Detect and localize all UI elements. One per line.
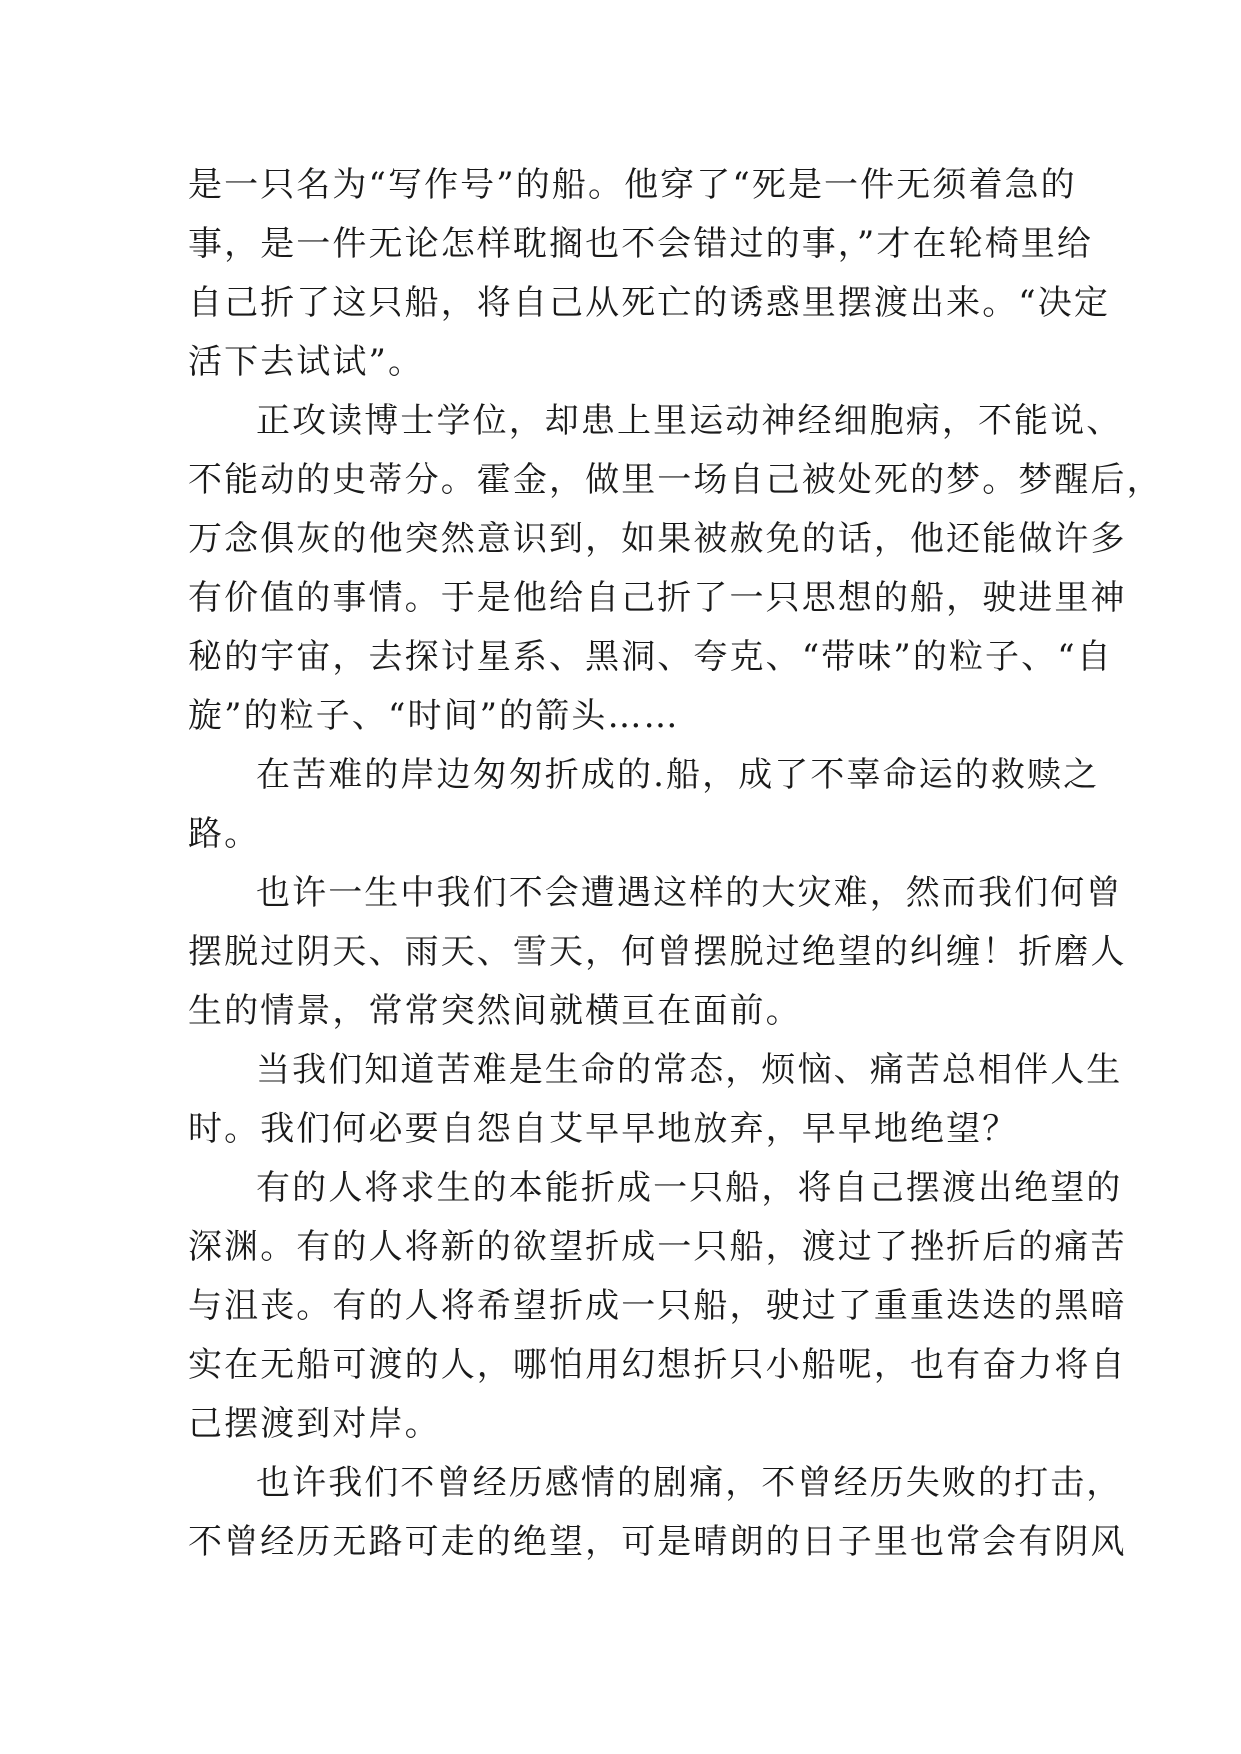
text-line: 与沮丧。有的人将希望折成一只船，驶过了重重迭迭的黑暗: [188, 1286, 1127, 1326]
text-line: 当我们知道苦难是生命的常态，烦恼、痛苦总相伴人生: [256, 1050, 1123, 1090]
paragraph-5: [188, 1041, 1123, 1159]
text-line: 正攻读博士学位，却患上里运动神经细胞病，不能说、: [256, 401, 1123, 441]
text-line: 旋”的粒子、“时间”的箭头……: [188, 696, 680, 736]
text-line: 不曾经历无路可走的绝望，可是晴朗的日子里也常会有阴风: [188, 1522, 1127, 1562]
text-line: 也许一生中我们不会遭遇这样的大灾难，然而我们何曾: [256, 873, 1123, 913]
paragraph-7: [188, 1454, 1127, 1572]
paragraph-3: [188, 746, 1100, 864]
text-line: 事，是一件无论怎样耽搁也不会错过的事，”才在轮椅里给: [188, 224, 1093, 264]
paragraph-1: [188, 156, 1110, 392]
text-line: 有价值的事情。于是他给自己折了一只思想的船，驶进里神: [188, 578, 1127, 618]
text-line: 在苦难的岸边匆匆折成的.船，成了不辜命运的救赎之: [256, 755, 1100, 795]
text-line: 有的人将求生的本能折成一只船，将自己摆渡出绝望的: [256, 1168, 1123, 1208]
text-line: 秘的宇宙，去探讨星系、黑洞、夸克、“带味”的粒子、“自: [188, 637, 1113, 677]
text-line: 深渊。有的人将新的欲望折成一只船，渡过了挫折后的痛苦: [188, 1227, 1127, 1267]
text-line: 不能动的史蒂分。霍金，做里一场自己被处死的梦。梦醒后，: [188, 460, 1163, 500]
paragraph-4: [188, 864, 1127, 1041]
paragraph-2: [188, 392, 1163, 746]
text-line: 活下去试试”。: [188, 342, 425, 382]
text-line: 路。: [188, 814, 261, 854]
text-line: 实在无船可渡的人，哪怕用幻想折只小船呢，也有奋力将自: [188, 1345, 1127, 1385]
text-line: 万念俱灰的他突然意识到，如果被赦免的话，他还能做许多: [188, 519, 1127, 559]
text-line: 己摆渡到对岸。: [188, 1404, 441, 1444]
text-line: 摆脱过阴天、雨天、雪天，何曾摆脱过绝望的纠缠！折磨人: [188, 932, 1127, 972]
text-line: 是一只名为“写作号”的船。他穿了“死是一件无须着急的: [188, 165, 1077, 205]
document-body: [188, 156, 1163, 1572]
text-line: 也许我们不曾经历感情的剧痛，不曾经历失败的打击，: [256, 1463, 1123, 1503]
text-line: 自己折了这只船，将自己从死亡的诱惑里摆渡出来。“决定: [188, 283, 1110, 323]
paragraph-6: [188, 1159, 1127, 1454]
text-line: 时。我们何必要自怨自艾早早地放弃，早早地绝望？: [188, 1109, 1019, 1149]
text-line: 生的情景，常常突然间就横亘在面前。: [188, 991, 802, 1031]
